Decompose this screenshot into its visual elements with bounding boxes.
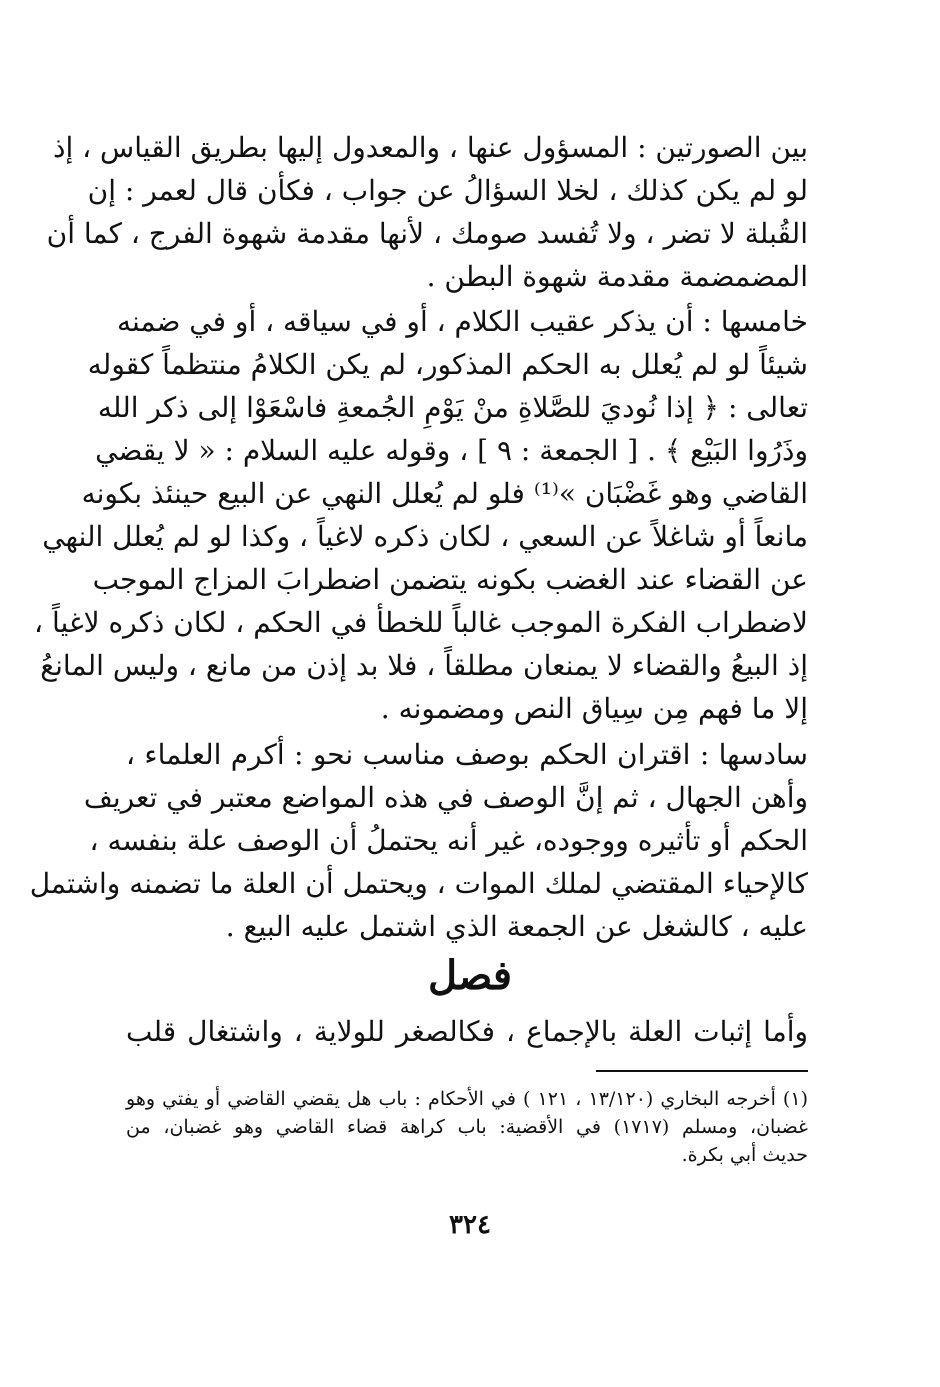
text-line: وأما إثبات العلة بالإجماع ، فكالصغر للولاية ، واشتغال قلب	[126, 1015, 808, 1048]
text-line: لاضطراب الفكرة الموجب غالباً للخطأ في الحكم ، لكان ذكره لاغياً ،	[34, 606, 808, 639]
text-line: عن القضاء عند الغضب بكونه يتضمن اضطرابَ المزاج الموجب	[92, 563, 808, 596]
paragraph-consensus	[126, 1010, 808, 1053]
text-line: المضمضمة مقدمة شهوة البطن .	[426, 260, 808, 293]
footnote-line: (١) أخرجه البخاري (١٣/١٢٠ ، ١٢١ ) في الأحكام : باب هل يقضي القاضي أو يفتي وهو	[126, 1088, 808, 1110]
text-line: بين الصورتين : المسؤول عنها ، والمعدول إليها بطريق القياس ، إذ	[52, 131, 808, 164]
section-heading: فصل	[427, 952, 513, 999]
text-line: تعالى : ﴿ إذا نُوديَ للصَّلاةِ منْ يَوْمِ الجُمعةِ فاسْعَوْا إلى ذكر الله	[97, 391, 808, 424]
text-line: وذَرُوا البَيْع ﴾ . [ الجمعة : ٩ ] ، وقوله عليه السلام : « لا يقضي	[95, 434, 808, 467]
text-line: القُبلة لا تضر ، ولا تُفسد صومك ، لأنها مقدمة شهوة الفرج ، كما أن	[46, 217, 808, 250]
text-line: وأهن الجهال ، ثم إنَّ الوصف في هذه المواضع معتبر في تعريف	[83, 781, 808, 814]
paragraph-comparison	[46, 126, 808, 298]
page-number: ٣٢٤	[449, 1210, 491, 1240]
footnote-line: غضبان، ومسلم (١٧١٧) في الأقضية: باب كراهة قضاء القاضي وهو غضبان، من	[126, 1116, 808, 1138]
text-line: لو لم يكن كذلك ، لخلا السؤالُ عن جواب ، فكأن قال لعمر : إن	[87, 174, 808, 207]
text-line: إذ البيعُ والقضاء لا يمنعان مطلقاً ، فلا بد إذن من مانع ، وليس المانعُ	[40, 649, 808, 682]
paragraph-fifth	[34, 300, 808, 730]
text-line: كالإحياء المقتضي لملك الموات ، ويحتمل أن العلة ما تضمنه واشتمل	[29, 867, 808, 900]
text-line: الحكم أو تأثيره ووجوده، غير أنه يحتملُ أن الوصف علة بنفسه ،	[89, 824, 808, 857]
text-line: القاضي وهو غَضْبَان »⁽¹⁾ فلو لم يُعلل النهي عن البيع حينئذ بكونه	[81, 477, 808, 510]
footnote-divider	[596, 1070, 808, 1072]
footnote-line: حديث أبي بكرة.	[681, 1144, 808, 1166]
text-line: شيئاً لو لم يُعلل به الحكم المذكور، لم يكن الكلامُ منتظماً كقوله	[87, 348, 808, 381]
text-line: إلا ما فهم مِن سِياق النص ومضمونه .	[380, 692, 808, 725]
text-line: سادسها : اقتران الحكم بوصف مناسب نحو : أكرم العلماء ،	[126, 738, 808, 771]
text-line: مانعاً أو شاغلاً عن السعي ، لكان ذكره لاغياً ، وكذا لو لم يُعلل النهي	[42, 520, 808, 553]
text-line: عليه ، كالشغل عن الجمعة الذي اشتمل عليه البيع .	[225, 910, 808, 943]
footnote	[126, 1085, 808, 1169]
paragraph-sixth	[29, 733, 808, 948]
text-line: خامسها : أن يذكر عقيب الكلام ، أو في سياقه ، أو في ضمنه	[116, 305, 808, 338]
